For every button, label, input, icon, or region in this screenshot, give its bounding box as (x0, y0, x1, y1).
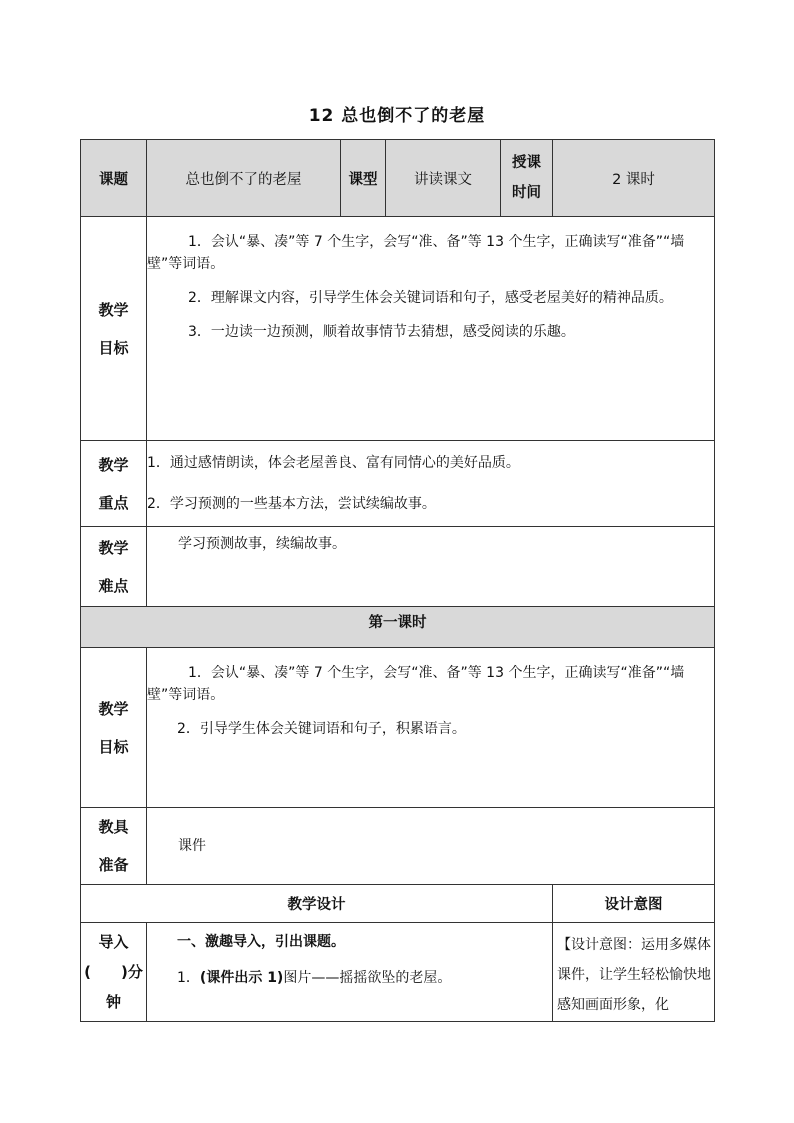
header-row (81, 140, 715, 217)
difficulty-content (147, 527, 715, 607)
focus-row (81, 441, 715, 527)
intro-label-line3: 钟 (105, 993, 121, 1011)
difficulty-label-line2: 难点 (98, 576, 129, 595)
design-main-content (147, 923, 553, 1022)
lesson-goals-label (81, 648, 147, 808)
design-content-row (81, 923, 715, 1022)
step-callout: (课件出示 1) (199, 970, 284, 986)
goal-item: 3．一边读一边预测，顺着故事情节去猜想，感受阅读的乐趣。 (188, 324, 575, 340)
period-value: 2 课时 (553, 140, 715, 217)
goals-row (81, 217, 715, 441)
design-header-row (81, 885, 715, 923)
type-label: 课型 (341, 140, 386, 217)
section-title: 一、激趣导入，引出课题。 (177, 934, 345, 950)
time-label (501, 140, 553, 217)
difficulty-text: 学习预测故事，续编故事。 (178, 536, 346, 552)
lesson-goals-row (81, 648, 715, 808)
topic-value: 总也倒不了的老屋 (147, 140, 341, 217)
type-value: 讲读课文 (386, 140, 501, 217)
step-text: 图片——摇摇欲坠的老屋。 (283, 970, 452, 986)
goals-label-line2: 目标 (98, 338, 129, 357)
time-label-line1: 授课 (512, 155, 541, 171)
topic-label: 课题 (81, 140, 147, 217)
intro-label-line1: 导入 (98, 933, 129, 951)
focus-label-line2: 重点 (98, 493, 129, 512)
tools-label (81, 808, 147, 885)
tools-label-line2: 准备 (98, 856, 129, 874)
lesson-goal-item: 2．引导学生体会关键词语和句子，积累语言。 (177, 721, 466, 737)
tools-row (81, 808, 715, 885)
difficulty-label-line1: 教学 (98, 538, 129, 557)
tools-label-line1: 教具 (98, 818, 129, 836)
focus-label (81, 441, 147, 527)
focus-content (147, 441, 715, 527)
first-lesson-row (81, 607, 715, 648)
intro-label-line2: ( )分 (84, 963, 143, 981)
focus-item: 2．学习预测的一些基本方法，尝试续编故事。 (147, 495, 436, 512)
first-lesson-title: 第一课时 (81, 607, 715, 648)
design-note-content: 【设计意图：运用多媒体课件，让学生轻松愉快地感知画面形象，化 (553, 923, 715, 1022)
lesson-goals-content (147, 648, 715, 808)
design-main-header: 教学设计 (81, 885, 553, 923)
focus-item: 1．通过感情朗读，体会老屋善良、富有同情心的美好品质。 (147, 454, 520, 471)
tools-content (147, 808, 715, 885)
intro-label (81, 923, 147, 1022)
lesson-plan-table (80, 139, 715, 1022)
difficulty-row (81, 527, 715, 607)
step-item (177, 967, 552, 989)
goal-item: 2．理解课文内容，引导学生体会关键词语和句子，感受老屋美好的精神品质。 (188, 290, 673, 306)
goals-content (147, 217, 715, 441)
goal-item: 1．会认“暴、凑”等 7 个生字，会写“准、备”等 13 个生字，正确读写“准备”“墙壁”等词语。 (147, 234, 685, 272)
tools-text: 课件 (178, 838, 206, 854)
time-label-line2: 时间 (512, 185, 541, 201)
page-title: 12 总也倒不了的老屋 (308, 106, 486, 126)
step-prefix: 1． (177, 970, 200, 986)
goals-label (81, 217, 147, 441)
lesson-goals-label-line2: 目标 (98, 737, 129, 756)
design-note-header: 设计意图 (553, 885, 715, 923)
lesson-goal-item: 1．会认“暴、凑”等 7 个生字，会写“准、备”等 13 个生字，正确读写“准备”“墙壁”等词语。 (147, 665, 685, 703)
lesson-goals-label-line1: 教学 (98, 699, 129, 718)
goals-label-line1: 教学 (98, 300, 129, 319)
difficulty-label (81, 527, 147, 607)
focus-label-line1: 教学 (98, 455, 129, 474)
